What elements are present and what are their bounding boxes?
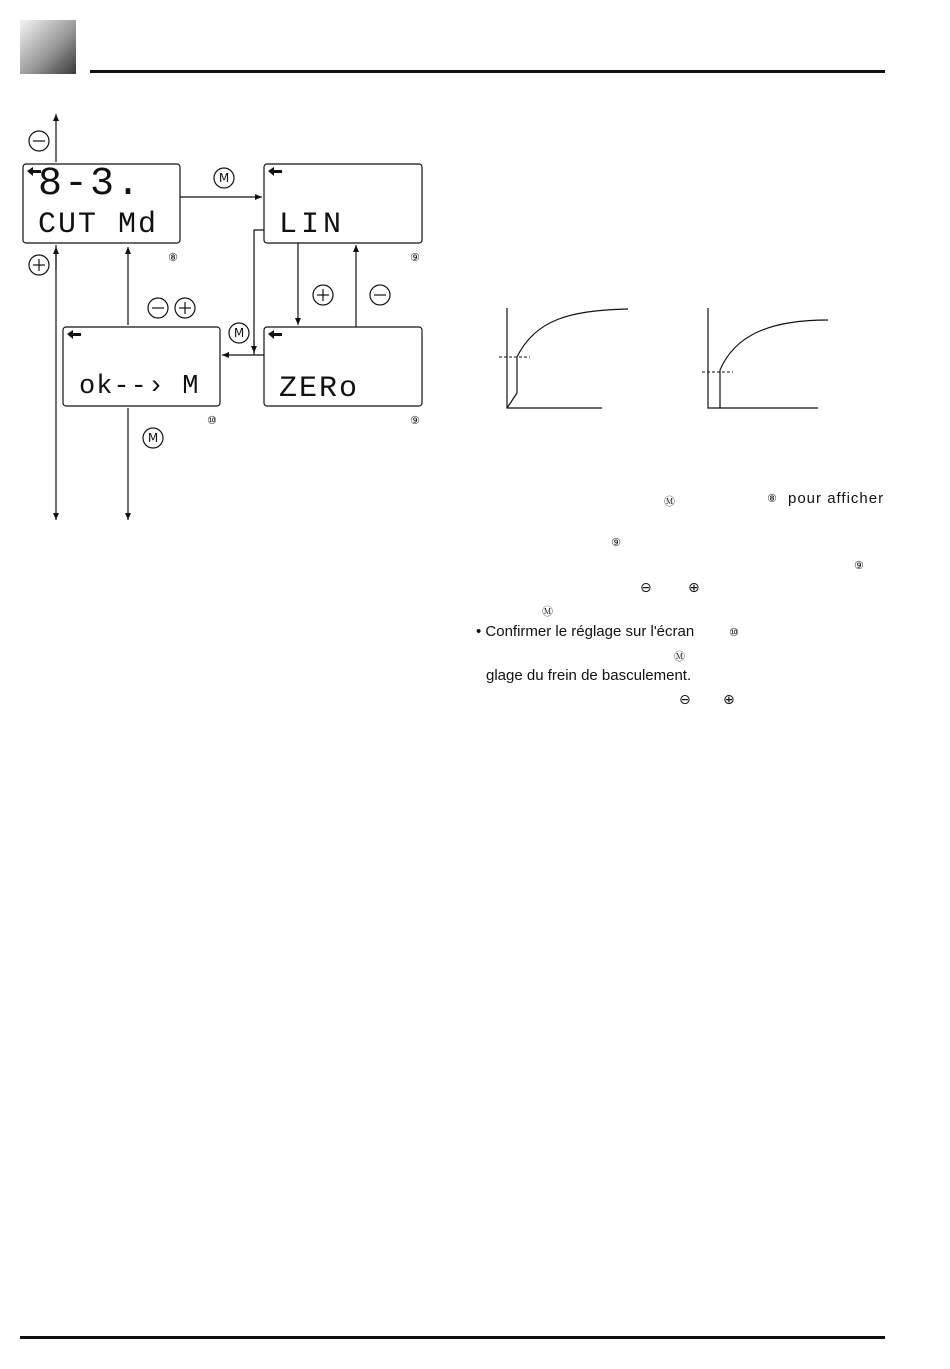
lcd-arrow-indicator bbox=[268, 330, 282, 339]
screen-8-line2: CUT Md bbox=[38, 208, 159, 242]
screen-9-lin-line2: LIN bbox=[279, 208, 346, 242]
lcd-arrow-indicator bbox=[268, 167, 282, 176]
screen-9-lin-number: ⑨ bbox=[410, 251, 420, 264]
footer-rule bbox=[20, 1336, 885, 1339]
screen-9-zero-line2: ZERo bbox=[279, 372, 360, 406]
screen-10-line2: ok--› M bbox=[79, 372, 200, 402]
screen-9-ref-2: ⑨ bbox=[854, 559, 864, 572]
plus-inline-icon: ⊕ bbox=[688, 580, 700, 596]
minus-inline-icon: ⊖ bbox=[640, 580, 652, 596]
svg-text:M: M bbox=[233, 326, 245, 340]
screen-8-line1: 8-3. bbox=[38, 162, 143, 207]
response-curve-chart-1 bbox=[499, 308, 628, 408]
svg-text:M: M bbox=[147, 431, 159, 445]
screen-10-number: ⑩ bbox=[207, 414, 217, 427]
text-confirm: • Confirmer le réglage sur l'écran bbox=[476, 623, 695, 640]
lcd-arrow-indicator bbox=[67, 330, 81, 339]
minus-inline-icon-2: ⊖ bbox=[679, 692, 691, 708]
screen-10-ref: ⑩ bbox=[729, 626, 739, 639]
m-inline-icon-2: Ⓜ bbox=[674, 650, 685, 663]
m-inline-icon: Ⓜ bbox=[542, 605, 553, 618]
plus-inline-icon-2: ⊕ bbox=[723, 692, 735, 708]
text-frein: glage du frein de basculement. bbox=[486, 667, 692, 684]
m-button-inline-icon: Ⓜ bbox=[664, 495, 675, 508]
text-pour-afficher: pour afficher bbox=[788, 490, 885, 507]
screen-9-zero-number: ⑨ bbox=[410, 414, 420, 427]
response-curve-chart-2 bbox=[702, 308, 828, 408]
svg-text:M: M bbox=[218, 171, 230, 185]
screen-8-ref: ⑧ bbox=[767, 492, 777, 505]
screen-8-number: ⑧ bbox=[168, 251, 178, 264]
screen-9-ref: ⑨ bbox=[611, 536, 621, 549]
